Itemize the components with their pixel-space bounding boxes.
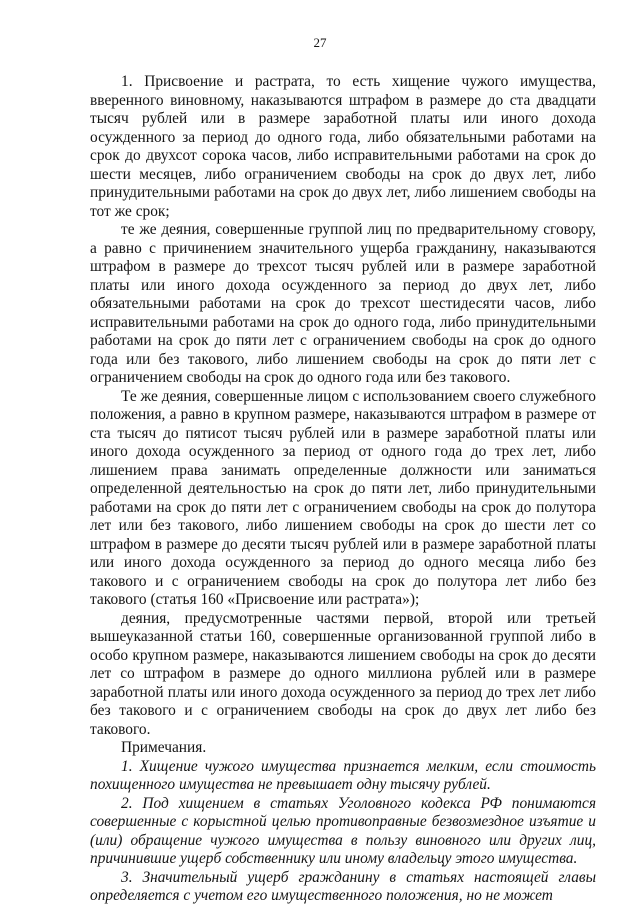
paragraph-article-part-1: 1. Присвоение и растрата, то есть хищение чужого имущества, вверенного виновному, наказываются штрафом в размере до ста двадцати тысяч рублей или в размере заработной платы или иного дохода осужденного за период до одного года, либо обязательными работами на срок до двухсот сорока часов, либо исправительными работами на срок до шести месяцев, либо ограничением свободы на срок до двух лет, либо принудительными работами на срок до двух лет, либо лишением свободы на тот же срок; — [90, 73, 596, 220]
note-3: 3. Значительный ущерб гражданину в статьях настоящей главы определяется с учетом его имущественного положения, но не может — [90, 868, 596, 904]
document-body — [90, 73, 596, 906]
paragraph-article-part-2: те же деяния, совершенные группой лиц по предварительному сговору, а равно с причинением значительного ущерба гражданину, наказываются штрафом в размере до трехсот тысяч рублей или в размере заработной платы или иного дохода осужденного за период до двух лет, либо обязательными работами на срок до трехсот шестидесяти часов, либо исправительными работами на срок до одного года, либо принудительными работами на срок до пяти лет с ограничением свободы на срок до одного года или без такового, либо лишением свободы на срок до пяти лет с ограничением свободы на срок до одного года или без такового. — [90, 221, 596, 386]
paragraph-article-part-4: деяния, предусмотренные частями первой, второй или третьей вышеуказанной статьи 160, совершенные организованной группой либо в особо крупном размере, наказываются лишением свободы на срок до десяти лет со штрафом в размере до одного миллиона рублей или в размере заработной платы или иного дохода осужденного за период до трех лет либо без такового и с ограничением свободы на срок до двух лет либо без такового. — [90, 609, 596, 738]
note-2: 2. Под хищением в статьях Уголовного кодекса РФ понимаются совершенные с корыстной целью противоправные безвозмездное изъятие и (или) обращение чужого имущества в пользу виновного или других лиц, причинившие ущерб собственнику или иному владельцу этого имущества. — [90, 794, 596, 867]
paragraph-article-part-3: Те же деяния, совершенные лицом с использованием своего служебного положения, а равно в крупном размере, наказываются штрафом в размере от ста тысяч до пятисот тысяч рублей или в размере заработной платы или иного дохода осужденного за период от одного года до трех лет, либо лишением права занимать определенные должности или заниматься определенной деятельностью на срок до пяти лет, либо принудительными работами на срок до пяти лет с ограничением свободы на срок до полутора лет или без такового, либо лишением свободы на срок до шести лет со штрафом в размере до десяти тысяч рублей или в размере заработной платы или иного дохода осужденного за период до одного месяца либо без такового и с ограничением свободы на срок до полутора лет либо без такового (статья 160 «Присвоение или растрата»); — [90, 387, 596, 608]
page-number: 27 — [313, 35, 327, 50]
notes-heading: Примечания. — [121, 739, 207, 756]
note-1: 1. Хищение чужого имущества признается мелким, если стоимость похищенного имущества не превышает одну тысячу рублей. — [90, 757, 596, 793]
